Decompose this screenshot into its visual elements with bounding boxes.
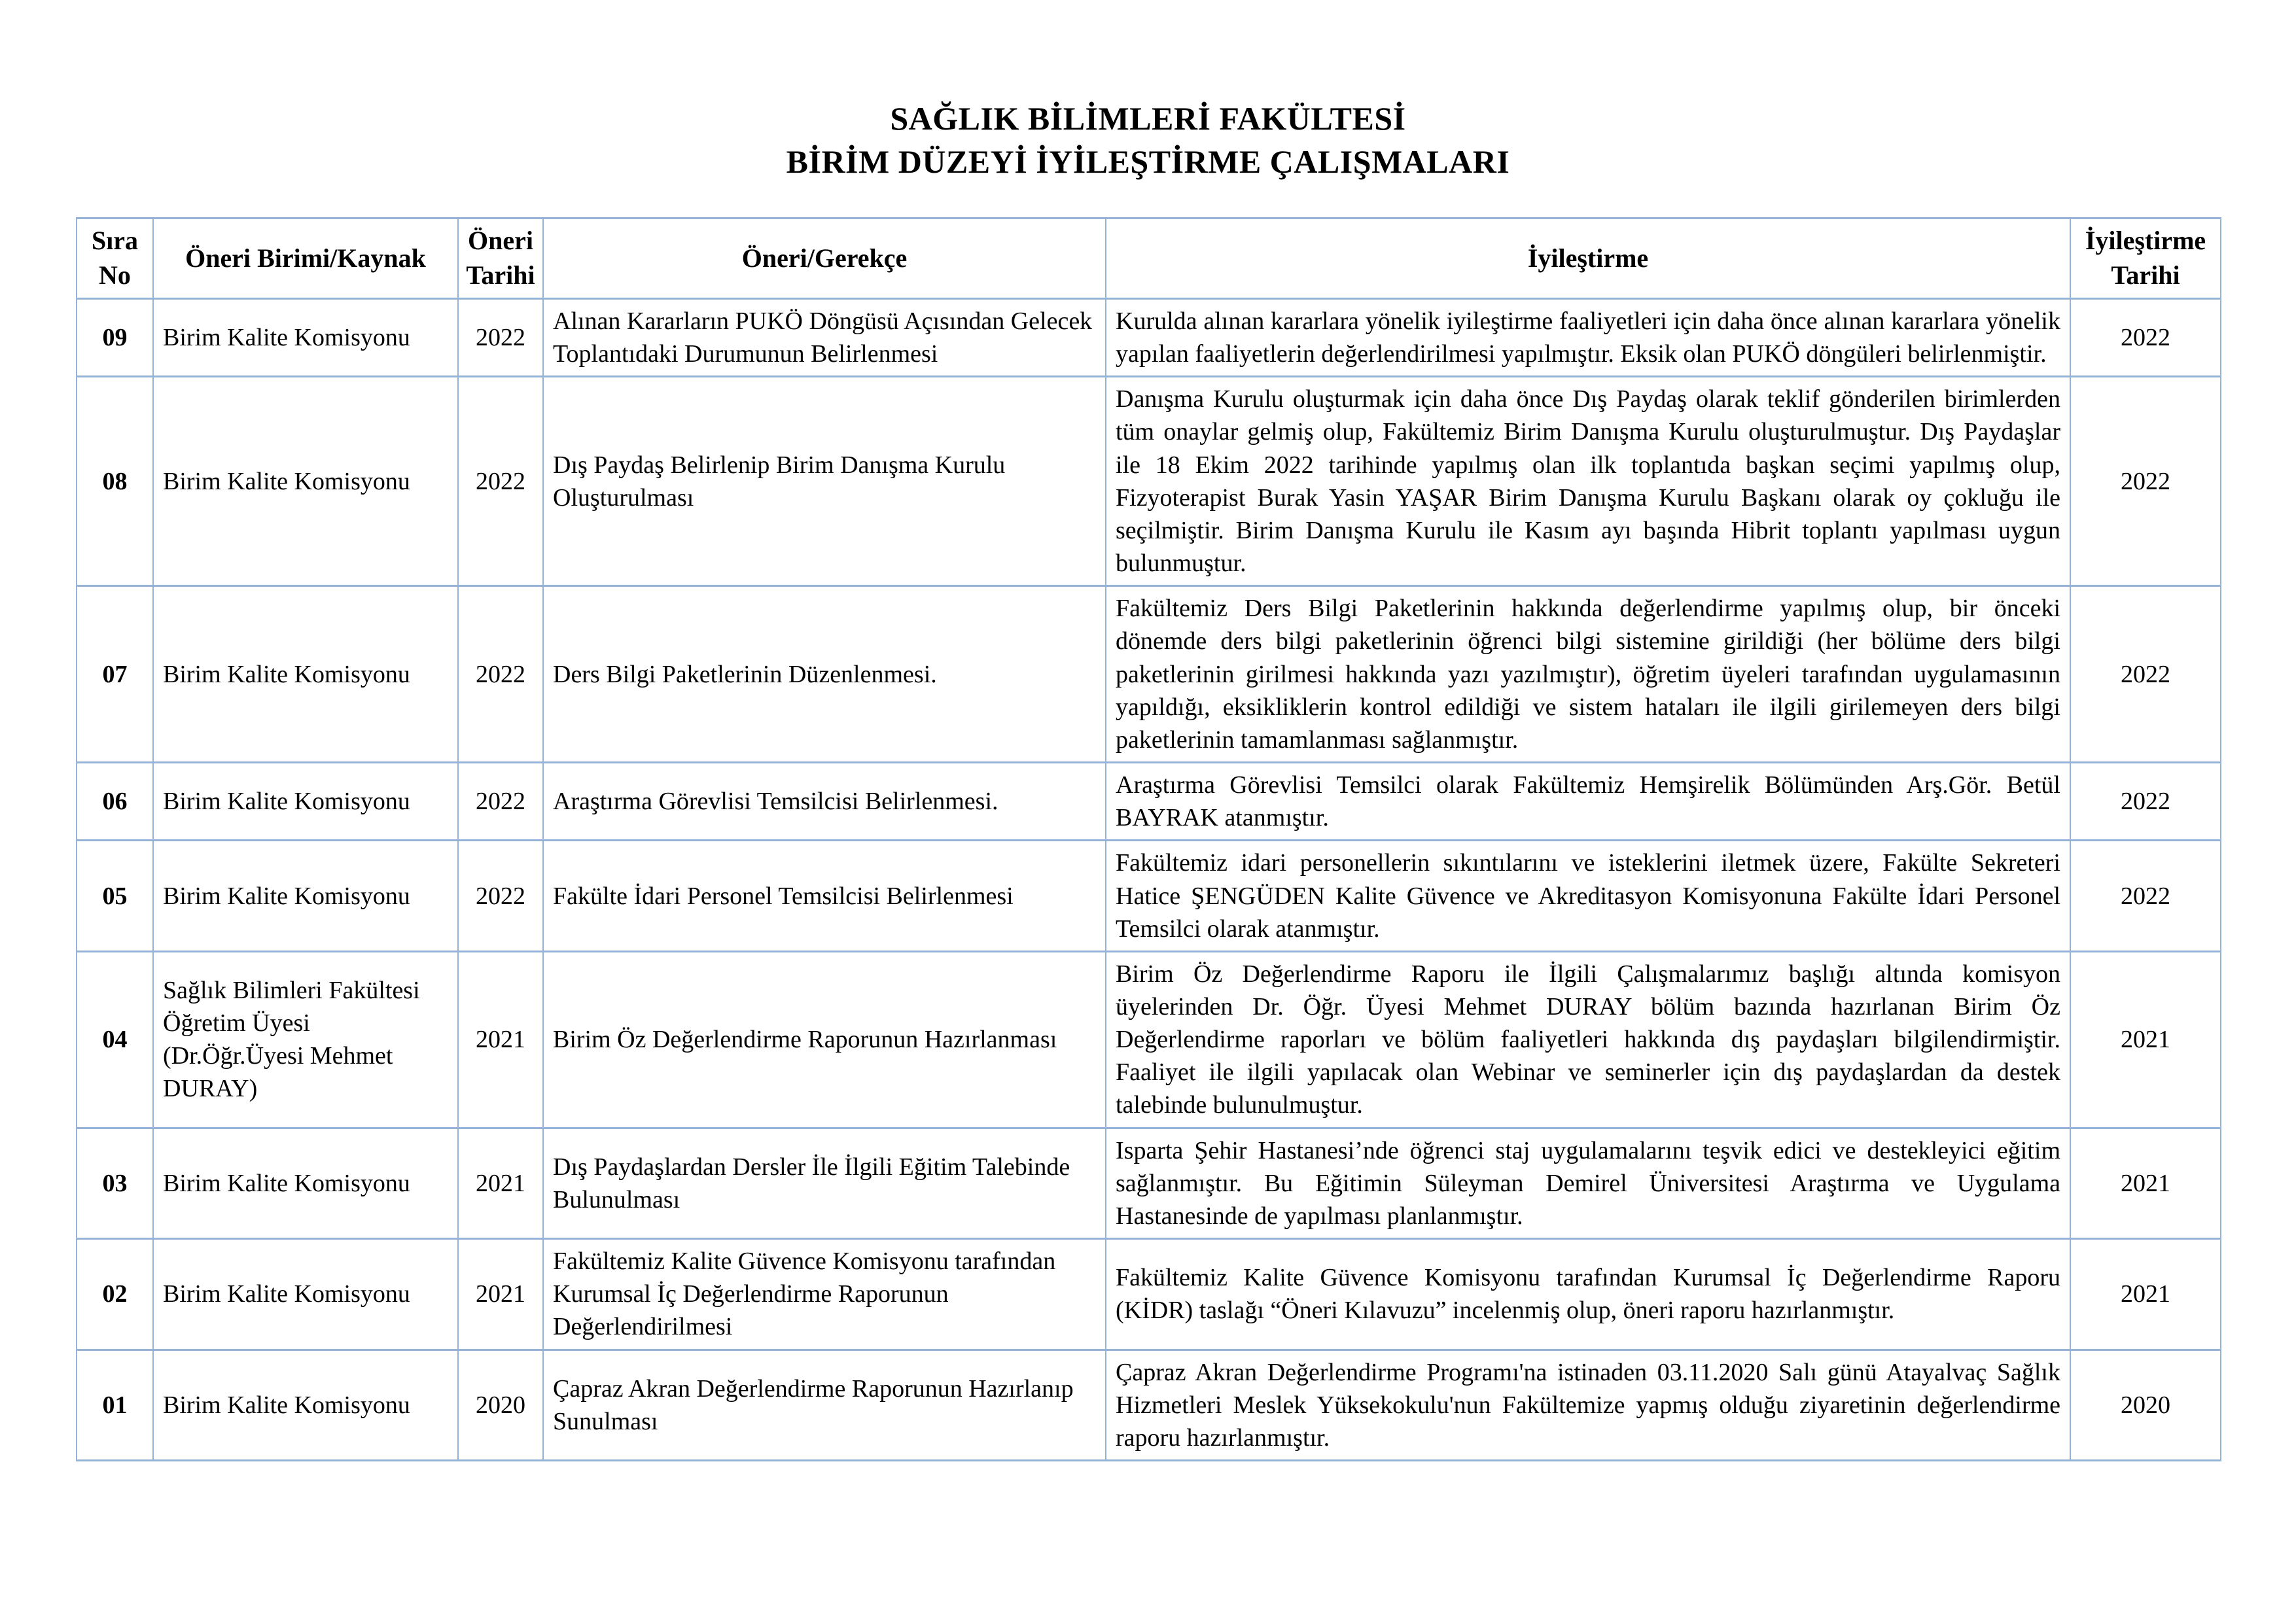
- cell-improvement-date: 2022: [2070, 586, 2221, 763]
- header-oneri-birimi-kaynak: Öneri Birimi/Kaynak: [153, 218, 458, 299]
- table-row-02: [77, 1239, 2221, 1350]
- table-row-04: [77, 951, 2221, 1128]
- title-line-2: BİRİM DÜZEYİ İYİLEŞTİRME ÇALIŞMALARI: [786, 143, 1510, 180]
- header-iyilestirme-tarihi: İyileştirme Tarihi: [2070, 218, 2221, 299]
- cell-proposal: Alınan Kararların PUKÖ Döngüsü Açısından Gelecek Toplantıdaki Durumunun Belirlenmesi: [543, 299, 1106, 377]
- cell-proposal: Çapraz Akran Değerlendirme Raporunun Hazırlanıp Sunulması: [543, 1350, 1106, 1460]
- table-header-row: [77, 218, 2221, 299]
- cell-improvement-date: 2020: [2070, 1350, 2221, 1460]
- cell-improvement: Isparta Şehir Hastanesi’nde öğrenci staj uygulamalarını teşvik edici ve destekleyici eğitim sağlanmıştır. Bu Eğitimin Süleyman Demirel Üniversitesi Araştırma ve Uygulama Hastanesinde de yapılması planlanmıştır.: [1106, 1128, 2070, 1238]
- cell-source: Birim Kalite Komisyonu: [153, 1239, 458, 1350]
- table-row-01: [77, 1350, 2221, 1460]
- cell-improvement: Fakültemiz Ders Bilgi Paketlerinin hakkında değerlendirme yapılmış olup, bir önceki dönemde ders bilgi paketlerinin öğrenci bilgi sistemine girildiği (her bölüme ders bilgi paketlerinin girilmesi hakkında yazı yazılmıştır), öğretim üyeleri tarafından uygulamasının yapıldığı, eksikliklerin kontrol edildiği ve sistem hataları ile ilgili girilemeyen ders bilgi paketlerinin tamamlanması sağlanmıştır.: [1106, 586, 2070, 763]
- cell-row-number: 04: [77, 951, 153, 1128]
- cell-source: Birim Kalite Komisyonu: [153, 1350, 458, 1460]
- title-line-1: SAĞLIK BİLİMLERİ FAKÜLTESİ: [890, 100, 1406, 137]
- cell-proposal: Fakülte İdari Personel Temsilcisi Belirlenmesi: [543, 841, 1106, 951]
- cell-proposal: Ders Bilgi Paketlerinin Düzenlenmesi.: [543, 586, 1106, 763]
- cell-row-number: 08: [77, 377, 153, 586]
- cell-proposal-date: 2021: [458, 1128, 543, 1238]
- cell-improvement-date: 2022: [2070, 377, 2221, 586]
- cell-proposal-date: 2022: [458, 763, 543, 841]
- cell-proposal-date: 2022: [458, 841, 543, 951]
- cell-improvement-date: 2021: [2070, 951, 2221, 1128]
- document-title: [0, 0, 2296, 183]
- cell-row-number: 05: [77, 841, 153, 951]
- cell-improvement: Fakültemiz idari personellerin sıkıntılarını ve isteklerini iletmek üzere, Fakülte Sekreteri Hatice ŞENGÜDEN Kalite Güvence ve Akreditasyon Komisyonuna Fakülte İdari Personel Temsilci olarak atanmıştır.: [1106, 841, 2070, 951]
- table-row-07: [77, 586, 2221, 763]
- cell-source: Birim Kalite Komisyonu: [153, 763, 458, 841]
- table-row-09: [77, 299, 2221, 377]
- cell-proposal: Birim Öz Değerlendirme Raporunun Hazırlanması: [543, 951, 1106, 1128]
- cell-proposal-date: 2021: [458, 951, 543, 1128]
- cell-row-number: 02: [77, 1239, 153, 1350]
- cell-proposal: Araştırma Görevlisi Temsilcisi Belirlenmesi.: [543, 763, 1106, 841]
- cell-row-number: 01: [77, 1350, 153, 1460]
- cell-row-number: 09: [77, 299, 153, 377]
- cell-proposal: Dış Paydaşlardan Dersler İle İlgili Eğitim Talebinde Bulunulması: [543, 1128, 1106, 1238]
- cell-improvement: Kurulda alınan kararlara yönelik iyileştirme faaliyetleri için daha önce alınan kararlara yönelik yapılan faaliyetlerin değerlendirilmesi yapılmıştır. Eksik olan PUKÖ döngüleri belirlenmiştir.: [1106, 299, 2070, 377]
- cell-source: Birim Kalite Komisyonu: [153, 841, 458, 951]
- header-oneri-gerekce: Öneri/Gerekçe: [543, 218, 1106, 299]
- cell-improvement-date: 2021: [2070, 1128, 2221, 1238]
- cell-source: Birim Kalite Komisyonu: [153, 377, 458, 586]
- header-sira-no: Sıra No: [77, 218, 153, 299]
- improvement-table: [76, 217, 2221, 1461]
- cell-improvement-date: 2022: [2070, 763, 2221, 841]
- cell-improvement: Çapraz Akran Değerlendirme Programı'na istinaden 03.11.2020 Salı günü Atayalvaç Sağlık Hizmetleri Meslek Yüksekokulu'nun Fakültemize yapmış olduğu ziyaretinin değerlendirme raporu hazırlanmıştır.: [1106, 1350, 2070, 1460]
- cell-source: Sağlık Bilimleri Fakültesi Öğretim Üyesi (Dr.Öğr.Üyesi Mehmet DURAY): [153, 951, 458, 1128]
- cell-improvement: Danışma Kurulu oluşturmak için daha önce Dış Paydaş olarak teklif gönderilen birimlerden tüm onaylar gelmiş olup, Fakültemiz Birim Danışma Kurulu oluşturulmuştur. Dış Paydaşlar ile 18 Ekim 2022 tarihinde yapılmış olan ilk toplantıda başkan seçimi yapılmış olup, Fizyoterapist Burak Yasin YAŞAR Birim Danışma Kurulu Başkanı olarak oy çokluğu ile seçilmiştir. Birim Danışma Kurulu ile Kasım ayı başında Hibrit toplantı yapılması uygun bulunmuştur.: [1106, 377, 2070, 586]
- cell-proposal-date: 2021: [458, 1239, 543, 1350]
- cell-improvement-date: 2022: [2070, 841, 2221, 951]
- table-row-05: [77, 841, 2221, 951]
- cell-proposal: Fakültemiz Kalite Güvence Komisyonu tarafından Kurumsal İç Değerlendirme Raporunun Değerlendirilmesi: [543, 1239, 1106, 1350]
- cell-source: Birim Kalite Komisyonu: [153, 1128, 458, 1238]
- cell-row-number: 06: [77, 763, 153, 841]
- cell-source: Birim Kalite Komisyonu: [153, 586, 458, 763]
- cell-improvement-date: 2022: [2070, 299, 2221, 377]
- cell-improvement: Birim Öz Değerlendirme Raporu ile İlgili Çalışmalarımız başlığı altında komisyon üyelerinden Dr. Öğr. Üyesi Mehmet DURAY bölüm bazında hazırlanan Birim Öz Değerlendirme raporları ve bölüm faaliyetleri hakkında dış paydaşları bilgilendirmiştir. Faaliyet ile ilgili yapılacak olan Webinar ve seminerler için dış paydaşlardan da destek talebinde bulunulmuştur.: [1106, 951, 2070, 1128]
- cell-improvement-date: 2021: [2070, 1239, 2221, 1350]
- cell-proposal-date: 2022: [458, 299, 543, 377]
- cell-source: Birim Kalite Komisyonu: [153, 299, 458, 377]
- table-row-08: [77, 377, 2221, 586]
- cell-improvement: Fakültemiz Kalite Güvence Komisyonu tarafından Kurumsal İç Değerlendirme Raporu (KİDR) taslağı “Öneri Kılavuzu” incelenmiş olup, öneri raporu hazırlanmıştır.: [1106, 1239, 2070, 1350]
- table-row-03: [77, 1128, 2221, 1238]
- cell-proposal-date: 2022: [458, 586, 543, 763]
- cell-proposal: Dış Paydaş Belirlenip Birim Danışma Kurulu Oluşturulması: [543, 377, 1106, 586]
- cell-proposal-date: 2022: [458, 377, 543, 586]
- header-oneri-tarihi: Öneri Tarihi: [458, 218, 543, 299]
- cell-proposal-date: 2020: [458, 1350, 543, 1460]
- cell-row-number: 07: [77, 586, 153, 763]
- cell-improvement: Araştırma Görevlisi Temsilci olarak Fakültemiz Hemşirelik Bölümünden Arş.Gör. Betül BAYRAK atanmıştır.: [1106, 763, 2070, 841]
- table-row-06: [77, 763, 2221, 841]
- cell-row-number: 03: [77, 1128, 153, 1238]
- header-iyilestirme: İyileştirme: [1106, 218, 2070, 299]
